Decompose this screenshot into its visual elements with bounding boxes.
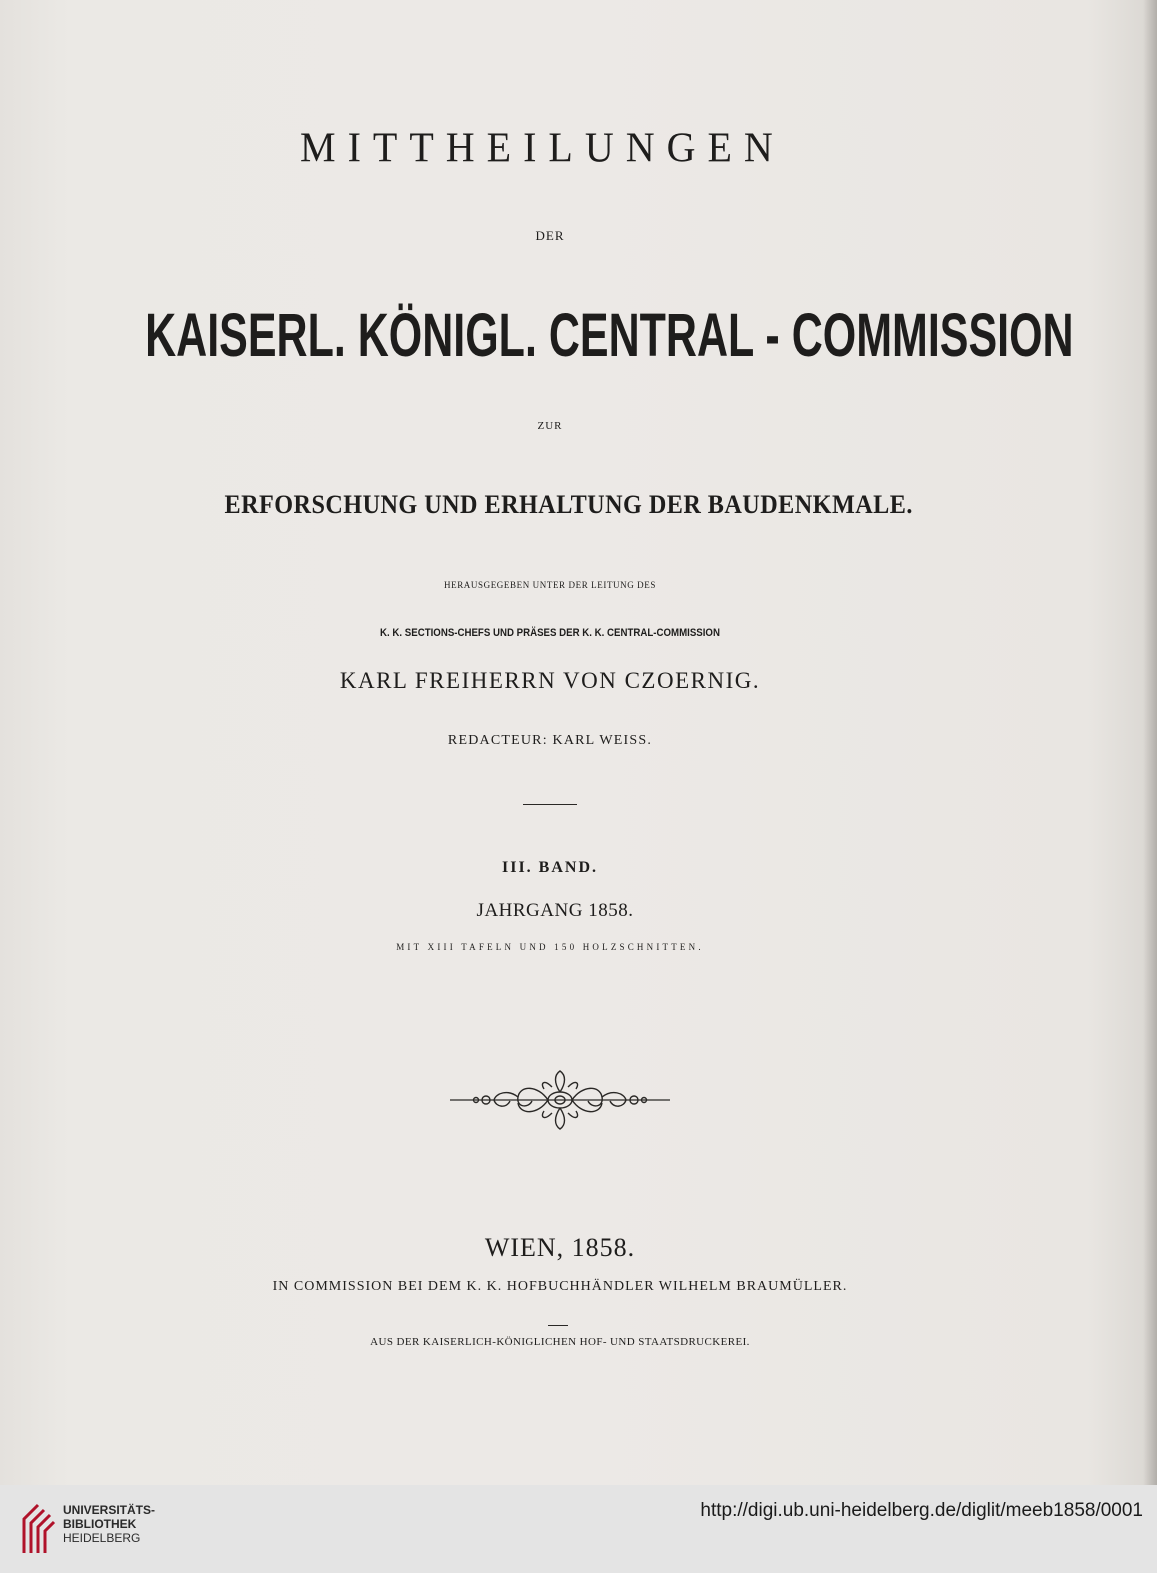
library-logo-icon[interactable] [20, 1497, 58, 1557]
editor-position: K. K. SECTIONS-CHEFS UND PRÄSES DER K. K. CENTRAL-COMMISSION [380, 627, 720, 639]
editor-intro: HERAUSGEGEBEN UNTER DER LEITUNG DES [444, 580, 656, 590]
title-zur: ZUR [537, 420, 563, 432]
volume-contents: MIT XIII TAFELN UND 150 HOLZSCHNITTEN. [396, 942, 704, 952]
logo-line-2: BIBLIOTHEK [63, 1517, 137, 1531]
logo-line-3: HEIDELBERG [63, 1531, 141, 1545]
source-url[interactable]: http://digi.ub.uni-heidelberg.de/diglit/meeb1858/0001 [700, 1500, 1143, 1521]
ornament-icon [440, 1065, 680, 1135]
logo-line-1: UNIVERSITÄTS- [63, 1503, 156, 1517]
imprint-printer: AUS DER KAISERLICH-KÖNIGLICHEN HOF- UND STAATSDRUCKEREI. [370, 1336, 750, 1348]
short-rule [548, 1325, 568, 1326]
footer-bar [0, 1485, 1157, 1573]
editor-name: KARL FREIHERRN VON CZOERNIG. [339, 668, 761, 693]
volume-band: III. BAND. [501, 859, 598, 876]
main-title: MITTHEILUNGEN [300, 123, 785, 172]
volume-year: JAHRGANG 1858. [476, 900, 634, 921]
imprint-commission: IN COMMISSION BEI DEM K. K. HOFBUCHHÄNDLER WILHELM BRAUMÜLLER. [272, 1279, 848, 1294]
library-logo-text[interactable] [63, 1503, 155, 1545]
imprint-place: WIEN, 1858. [484, 1233, 636, 1262]
divider-rule [523, 804, 577, 805]
commission-title: KAISERL. KÖNIGL. CENTRAL - COMMISSION [145, 301, 1074, 370]
redacteur: REDACTEUR: KARL WEISS. [447, 733, 653, 748]
title-der: DER [535, 228, 565, 243]
subtitle: ERFORSCHUNG UND ERHALTUNG DER BAUDENKMALE. [224, 490, 913, 519]
